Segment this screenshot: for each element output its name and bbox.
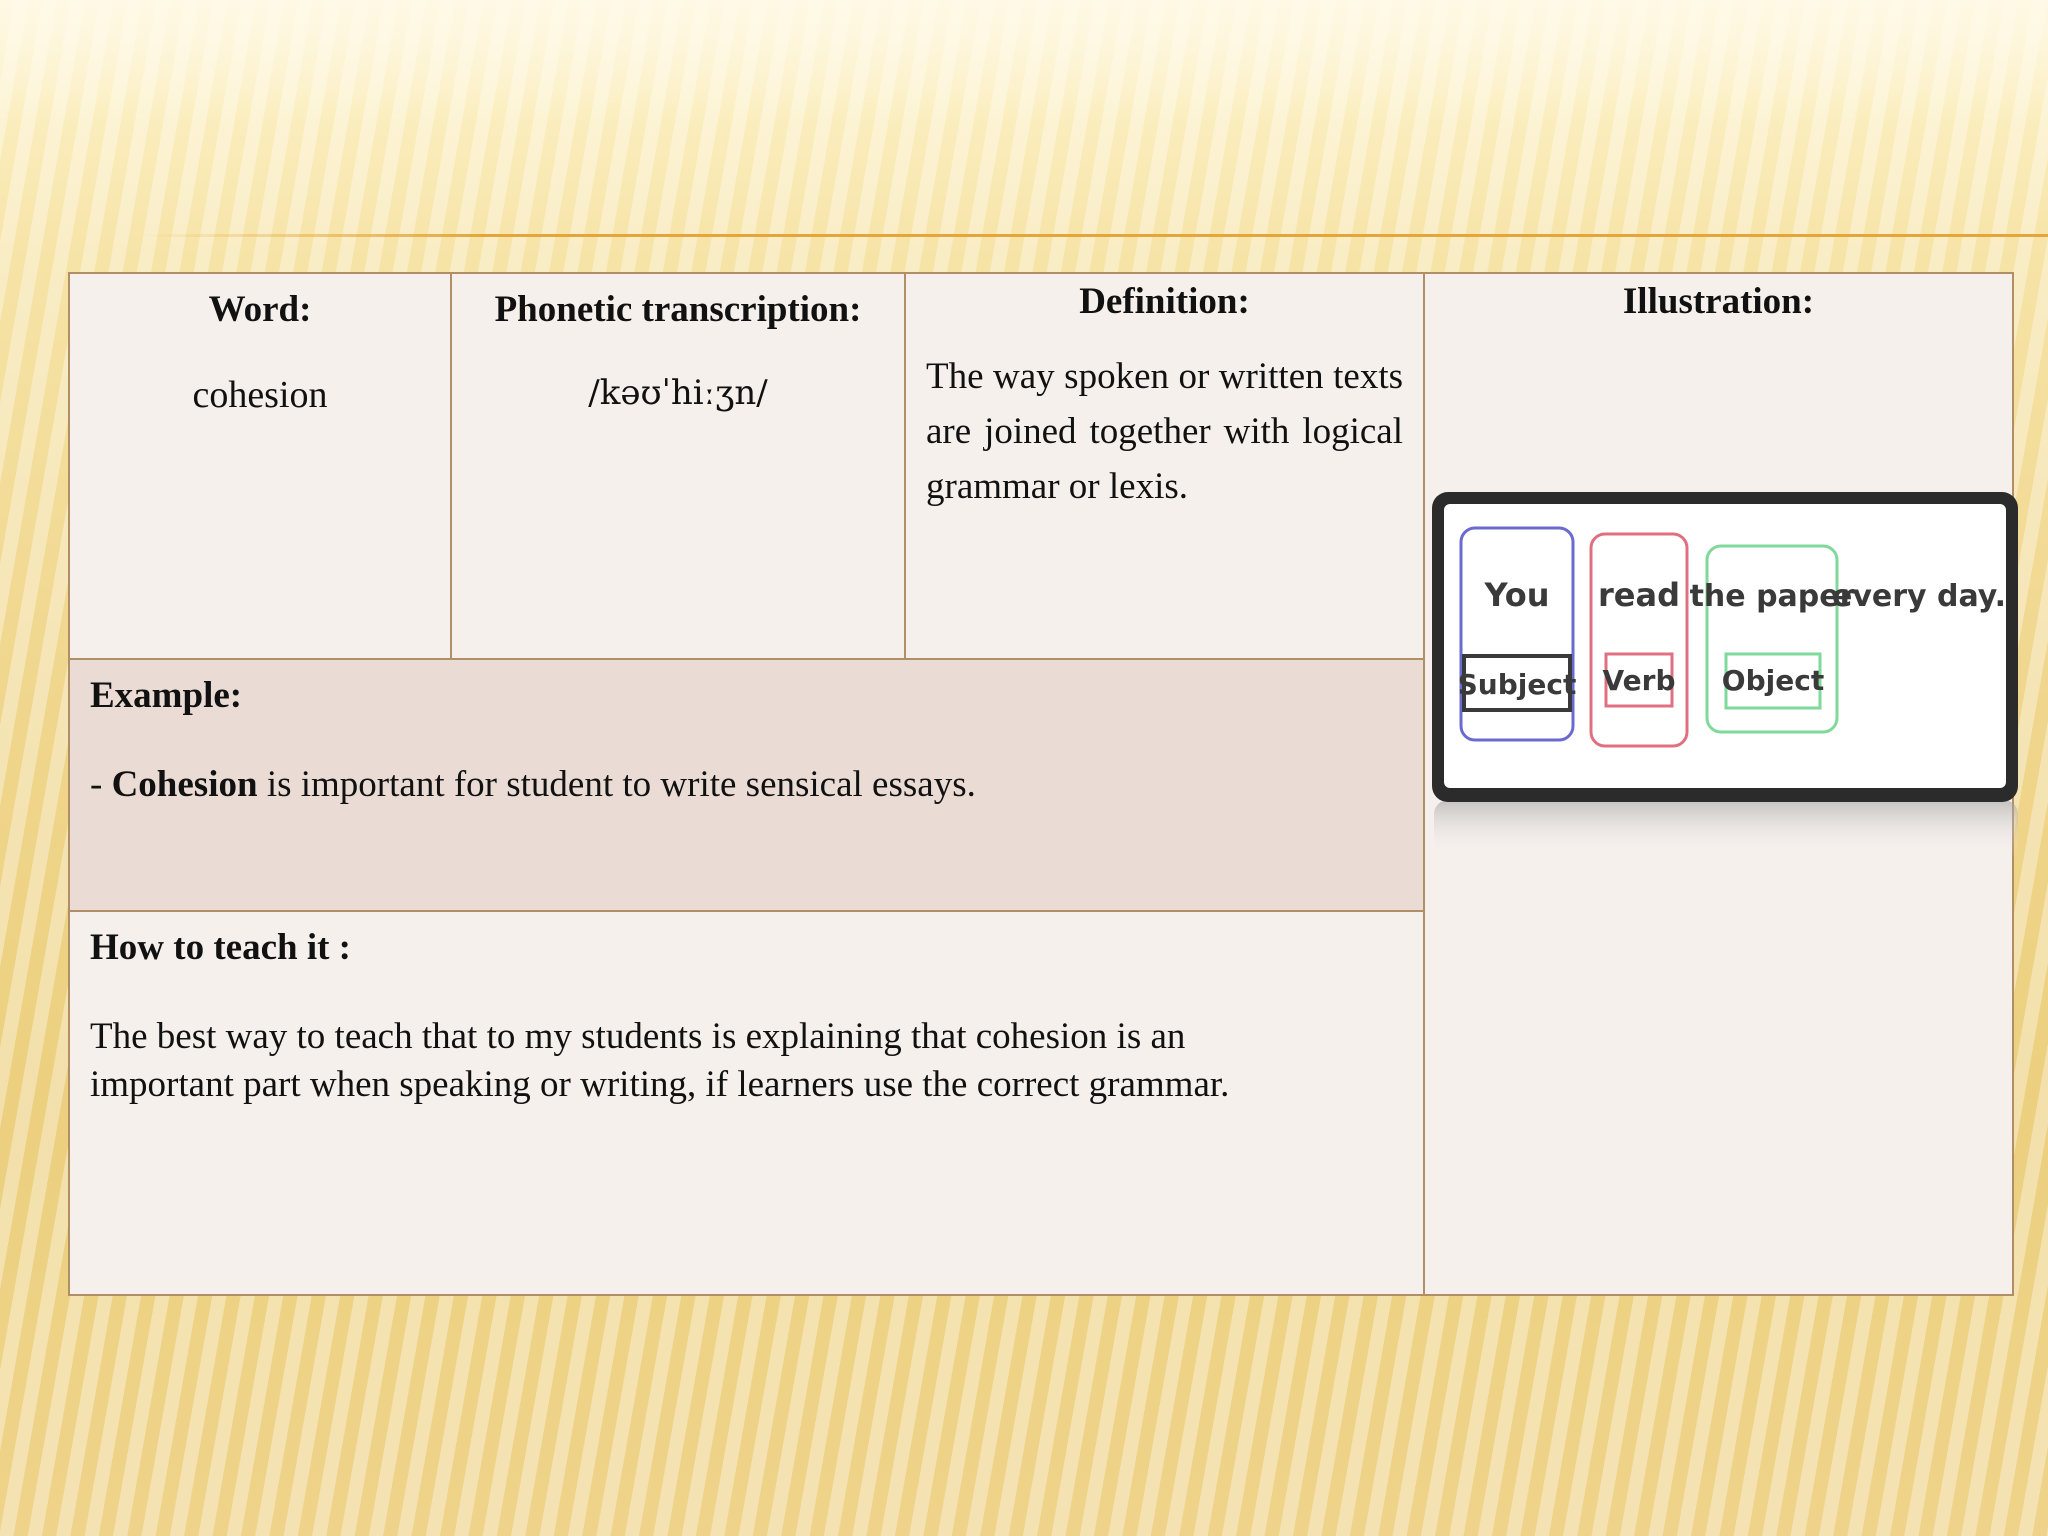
example-sentence — [70, 717, 1423, 809]
phonetic-value: /kəʊˈhiːʒn/ — [588, 373, 768, 413]
illustration-label: Illustration: — [1622, 281, 1815, 322]
word-cell — [70, 274, 452, 660]
how-to-teach-line-2: important part when speaking or writing, if learners use the correct grammar. — [90, 1064, 1230, 1105]
definition-label: Definition: — [1079, 281, 1250, 322]
definition-value: The way spoken or written texts are joined together with logical grammar or lexis. — [926, 356, 1403, 507]
example-cell — [70, 660, 1425, 912]
definition-cell — [906, 274, 1425, 660]
example-keyword: Cohesion — [111, 764, 258, 805]
sentence-structure-illustration — [1428, 488, 2022, 868]
tag-subject: Subject — [1457, 668, 1577, 701]
phonetic-label: Phonetic transcription: — [494, 289, 862, 330]
phonetic-cell — [452, 274, 906, 660]
word-the-paper: the paper — [1689, 579, 1855, 614]
tag-verb: Verb — [1602, 664, 1676, 697]
example-label: Example: — [90, 675, 243, 716]
background-top-band — [0, 0, 2048, 120]
how-to-teach-label: How to teach it : — [90, 927, 351, 968]
header-rule — [140, 234, 2048, 237]
illustration-cell — [1425, 274, 2012, 1294]
vocabulary-card — [68, 272, 2014, 1296]
how-to-teach-line-1: The best way to teach that to my students is explaining that cohesion is an — [90, 1016, 1186, 1057]
example-prefix: - — [90, 764, 112, 805]
word-value: cohesion — [192, 374, 328, 416]
tag-object: Object — [1721, 664, 1825, 697]
example-rest: is important for student to write sensical essays. — [257, 764, 976, 805]
word-you: You — [1484, 576, 1550, 614]
word-every-day: every day. — [1831, 579, 2007, 614]
frame-reflection — [1434, 800, 2018, 860]
word-read: read — [1598, 576, 1680, 614]
word-label: Word: — [208, 289, 312, 330]
how-to-teach-cell — [70, 912, 1425, 1294]
how-to-teach-text — [70, 969, 1423, 1109]
